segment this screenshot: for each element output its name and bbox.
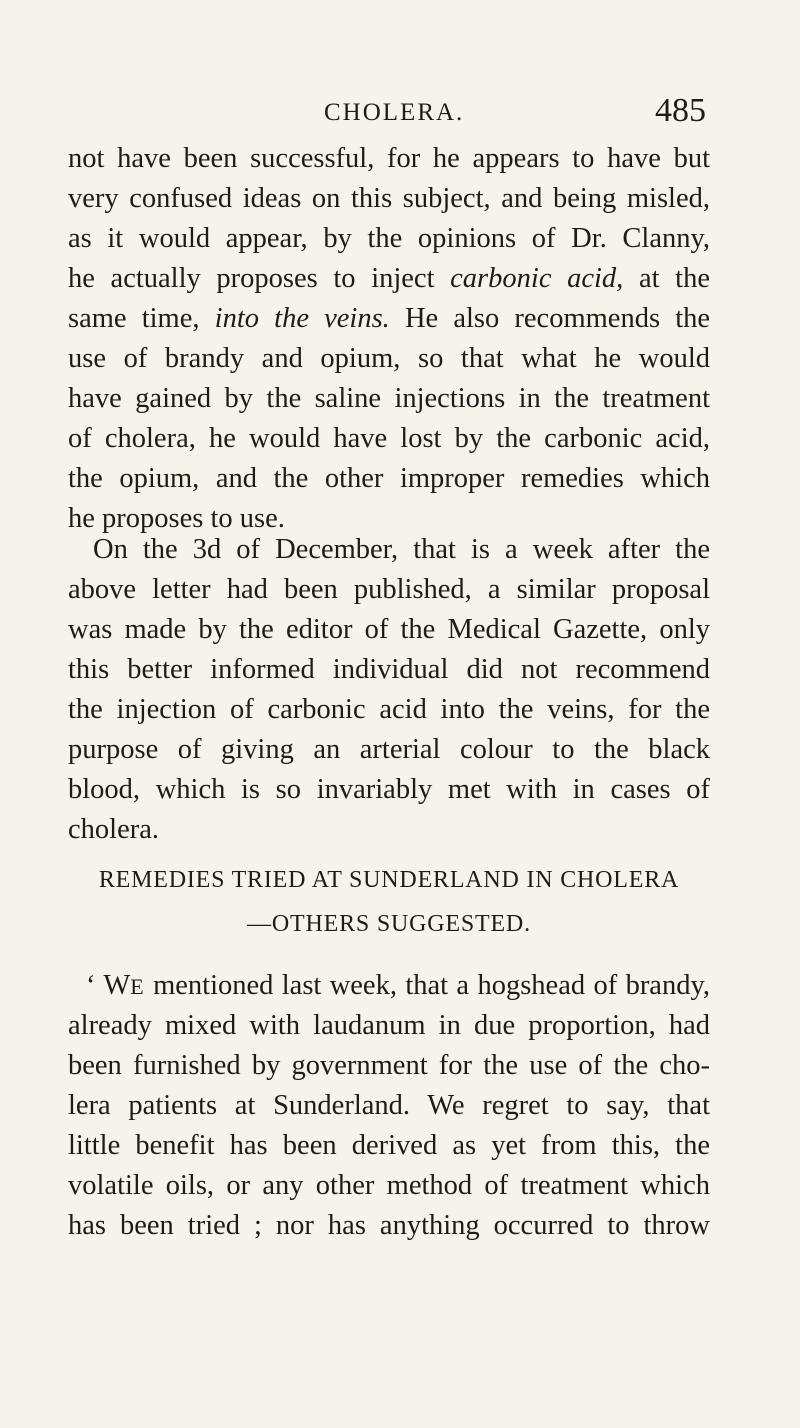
paragraph-2 — [68, 530, 710, 850]
text-line: of cholera, he would have lost by the carbonic acid, — [68, 423, 710, 454]
text-line: the opium, and the other improper remedies which — [68, 463, 710, 494]
text-line: above letter had been published, a similar proposal — [68, 574, 710, 605]
text-line: lera patients at Sunderland. We regret to say, that — [68, 1090, 710, 1121]
text-line: use of brandy and opium, so that what he would — [68, 343, 710, 374]
text-line — [68, 299, 710, 339]
text-segment: same time, — [68, 303, 200, 334]
text-segment: at the — [638, 263, 711, 294]
text-line: the injection of carbonic acid into the veins, for the — [68, 694, 710, 725]
text-line: little benefit has been derived as yet from this, the — [68, 1130, 710, 1161]
page-number: 485 — [655, 92, 706, 129]
text-line: purpose of giving an arterial colour to the black — [68, 734, 710, 765]
text-line — [68, 259, 710, 299]
section-heading-continued: —OTHERS SUGGESTED. — [247, 911, 531, 937]
text-line: he proposes to use. — [68, 503, 285, 534]
text-line: been furnished by government for the use of the cho- — [68, 1050, 710, 1081]
text-line: blood, which is so invariably met with in cases of — [68, 774, 710, 805]
text-line: as it would appear, by the opinions of Dr. Clanny, — [68, 223, 710, 254]
text-line: already mixed with laudanum in due proportion, had — [68, 1010, 710, 1041]
paragraph-3 — [68, 966, 710, 1246]
small-caps-letter: E — [130, 974, 145, 999]
text-line: not have been successful, for he appears to have but — [68, 143, 710, 174]
text-line: has been tried ; nor has anything occurred to throw — [68, 1210, 710, 1241]
text-line: have gained by the saline injections in the treatment — [68, 383, 710, 414]
text-segment: he actually proposes to inject — [68, 263, 435, 294]
text-line: cholera. — [68, 814, 159, 845]
text-segment: mentioned last week, that a hogshead of brandy, — [153, 970, 710, 1001]
paragraph-1 — [68, 139, 710, 539]
text-line: this better informed individual did not recommend — [68, 654, 710, 685]
text-segment: He also recommends the — [404, 303, 711, 334]
italic-phrase: into the veins. — [214, 303, 390, 334]
section-heading: REMEDIES TRIED AT SUNDERLAND IN CHOLERA — [98, 867, 680, 893]
text-line: On the 3d of December, that is a week after the — [93, 534, 710, 565]
text-line: very confused ideas on this subject, and being misled, — [68, 183, 710, 214]
italic-phrase: carbonic acid, — [450, 263, 624, 294]
running-head — [0, 93, 800, 133]
opening-quote-initial: ‘ W — [86, 970, 131, 1001]
running-head-title: CHOLERA. — [324, 99, 465, 126]
text-line: volatile oils, or any other method of treatment which — [68, 1170, 710, 1201]
text-line — [68, 966, 710, 1006]
text-line: was made by the editor of the Medical Gazette, only — [68, 614, 710, 645]
